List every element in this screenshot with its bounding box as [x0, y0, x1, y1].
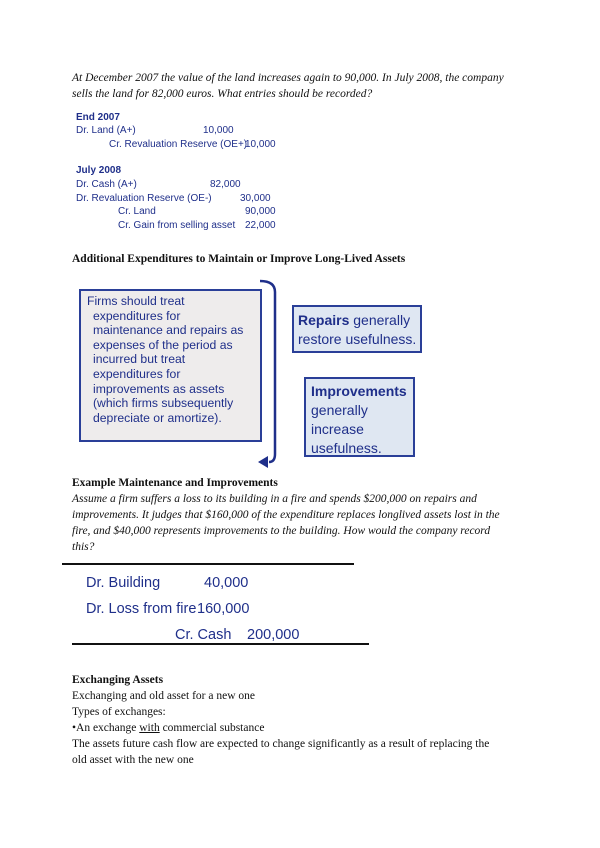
bracket-line: [260, 281, 275, 462]
repairs-box: [292, 305, 422, 353]
entry-dr2-label: Dr. Loss from fire: [86, 601, 197, 617]
entry-dr2-amount: 160,000: [197, 601, 250, 617]
entry-bottom-rule: [72, 643, 369, 645]
journal-2008-line3-amount: 90,000: [245, 206, 276, 217]
treatment-box: [79, 289, 262, 442]
journal-2008-line4-label: Cr. Gain from selling asset: [118, 220, 236, 231]
exchanging-line-4: The assets future cash flow are expected to change significantly as a result of replacing the: [72, 738, 490, 750]
exchange-bullet-prefix: •An exchange: [72, 722, 140, 734]
journal-2007-dr-amount: 10,000: [203, 125, 234, 136]
exchanging-line-3: [72, 720, 264, 736]
improvements-box: [304, 377, 415, 457]
repairs-rest: generally: [353, 312, 411, 328]
example-line: this?: [72, 541, 95, 553]
journal-2007-dr-label: Dr. Land (A+): [76, 125, 136, 136]
improvements-bold: Improvements: [311, 383, 407, 399]
exchanging-title: Exchanging Assets: [72, 674, 164, 686]
journal-2008-line3-label: Cr. Land: [118, 206, 156, 217]
treatment-text: [87, 294, 263, 425]
entry-dr1-amount: 40,000: [204, 575, 249, 591]
example-line: Assume a firm suffers a loss to its building in a fire and spends $200,000 on repairs and: [72, 493, 477, 505]
exchange-with-word: with: [139, 722, 160, 734]
journal-2008-line2-amount: 30,000: [240, 193, 271, 204]
entry-dr1-label: Dr. Building: [86, 575, 161, 591]
journal-2007-cr-amount: 10,000: [245, 139, 276, 150]
improvements-line: generally: [311, 402, 368, 418]
journal-2008-line1-amount: 82,000: [210, 179, 241, 190]
treatment-line: maintenance and repairs as: [93, 323, 244, 338]
treatment-line: depreciate or amortize).: [93, 410, 222, 425]
arrow-head-icon: [258, 456, 268, 468]
bracket-arrow: [255, 278, 295, 470]
repairs-line-2: restore usefulness.: [298, 331, 417, 347]
treatment-line: expenditures for: [93, 308, 181, 323]
intro-line-2: sells the land for 82,000 euros. What entries should be recorded?: [72, 88, 373, 100]
entry-top-rule: [62, 563, 354, 565]
improvements-line: usefulness.: [311, 440, 382, 456]
exchanging-line-1: Exchanging and old asset for a new one: [72, 690, 255, 702]
journal-2008-line1-label: Dr. Cash (A+): [76, 179, 137, 190]
example-line: fire, and $40,000 represents improvements to the building. How would the company record: [72, 525, 491, 537]
intro-line-1: At December 2007 the value of the land increases again to 90,000. In July 2008, the company: [72, 72, 504, 84]
journal-2007-cr-label: Cr. Revaluation Reserve (OE+): [109, 139, 248, 150]
journal-2008-heading: July 2008: [76, 165, 122, 176]
example-line: improvements. It judges that $160,000 of the expenditure replaces longlived assets lost in the: [72, 509, 500, 521]
example-paragraph: [72, 491, 527, 555]
treatment-line: Firms should treat: [87, 294, 185, 308]
exchanging-line-5: old asset with the new one: [72, 754, 194, 766]
treatment-line: improvements as assets: [93, 381, 225, 396]
repairs-line-1: [298, 311, 420, 330]
intro-question: [72, 70, 527, 102]
treatment-line: expenses of the period as: [93, 337, 233, 352]
improvements-title: [311, 382, 413, 401]
journal-2008-line4-amount: 22,000: [245, 220, 276, 231]
treatment-line: (which firms subsequently: [93, 396, 234, 411]
exchanging-line-2: Types of exchanges:: [72, 706, 166, 718]
exchange-suffix: commercial substance: [159, 722, 265, 734]
journal-2008-line2-label: Dr. Revaluation Reserve (OE-): [76, 193, 212, 204]
section-additional-title: Additional Expenditures to Maintain or Improve Long-Lived Assets: [72, 253, 406, 265]
repairs-bold: Repairs: [298, 312, 350, 328]
entry-cr-label: Cr. Cash: [175, 627, 232, 643]
entry-cr-amount: 200,000: [247, 627, 300, 643]
improvements-line: increase: [311, 421, 364, 437]
journal-2007-heading: End 2007: [76, 112, 120, 123]
treatment-line: incurred but treat: [93, 352, 186, 367]
treatment-line: expenditures for: [93, 366, 181, 381]
example-title: Example Maintenance and Improvements: [72, 477, 278, 489]
